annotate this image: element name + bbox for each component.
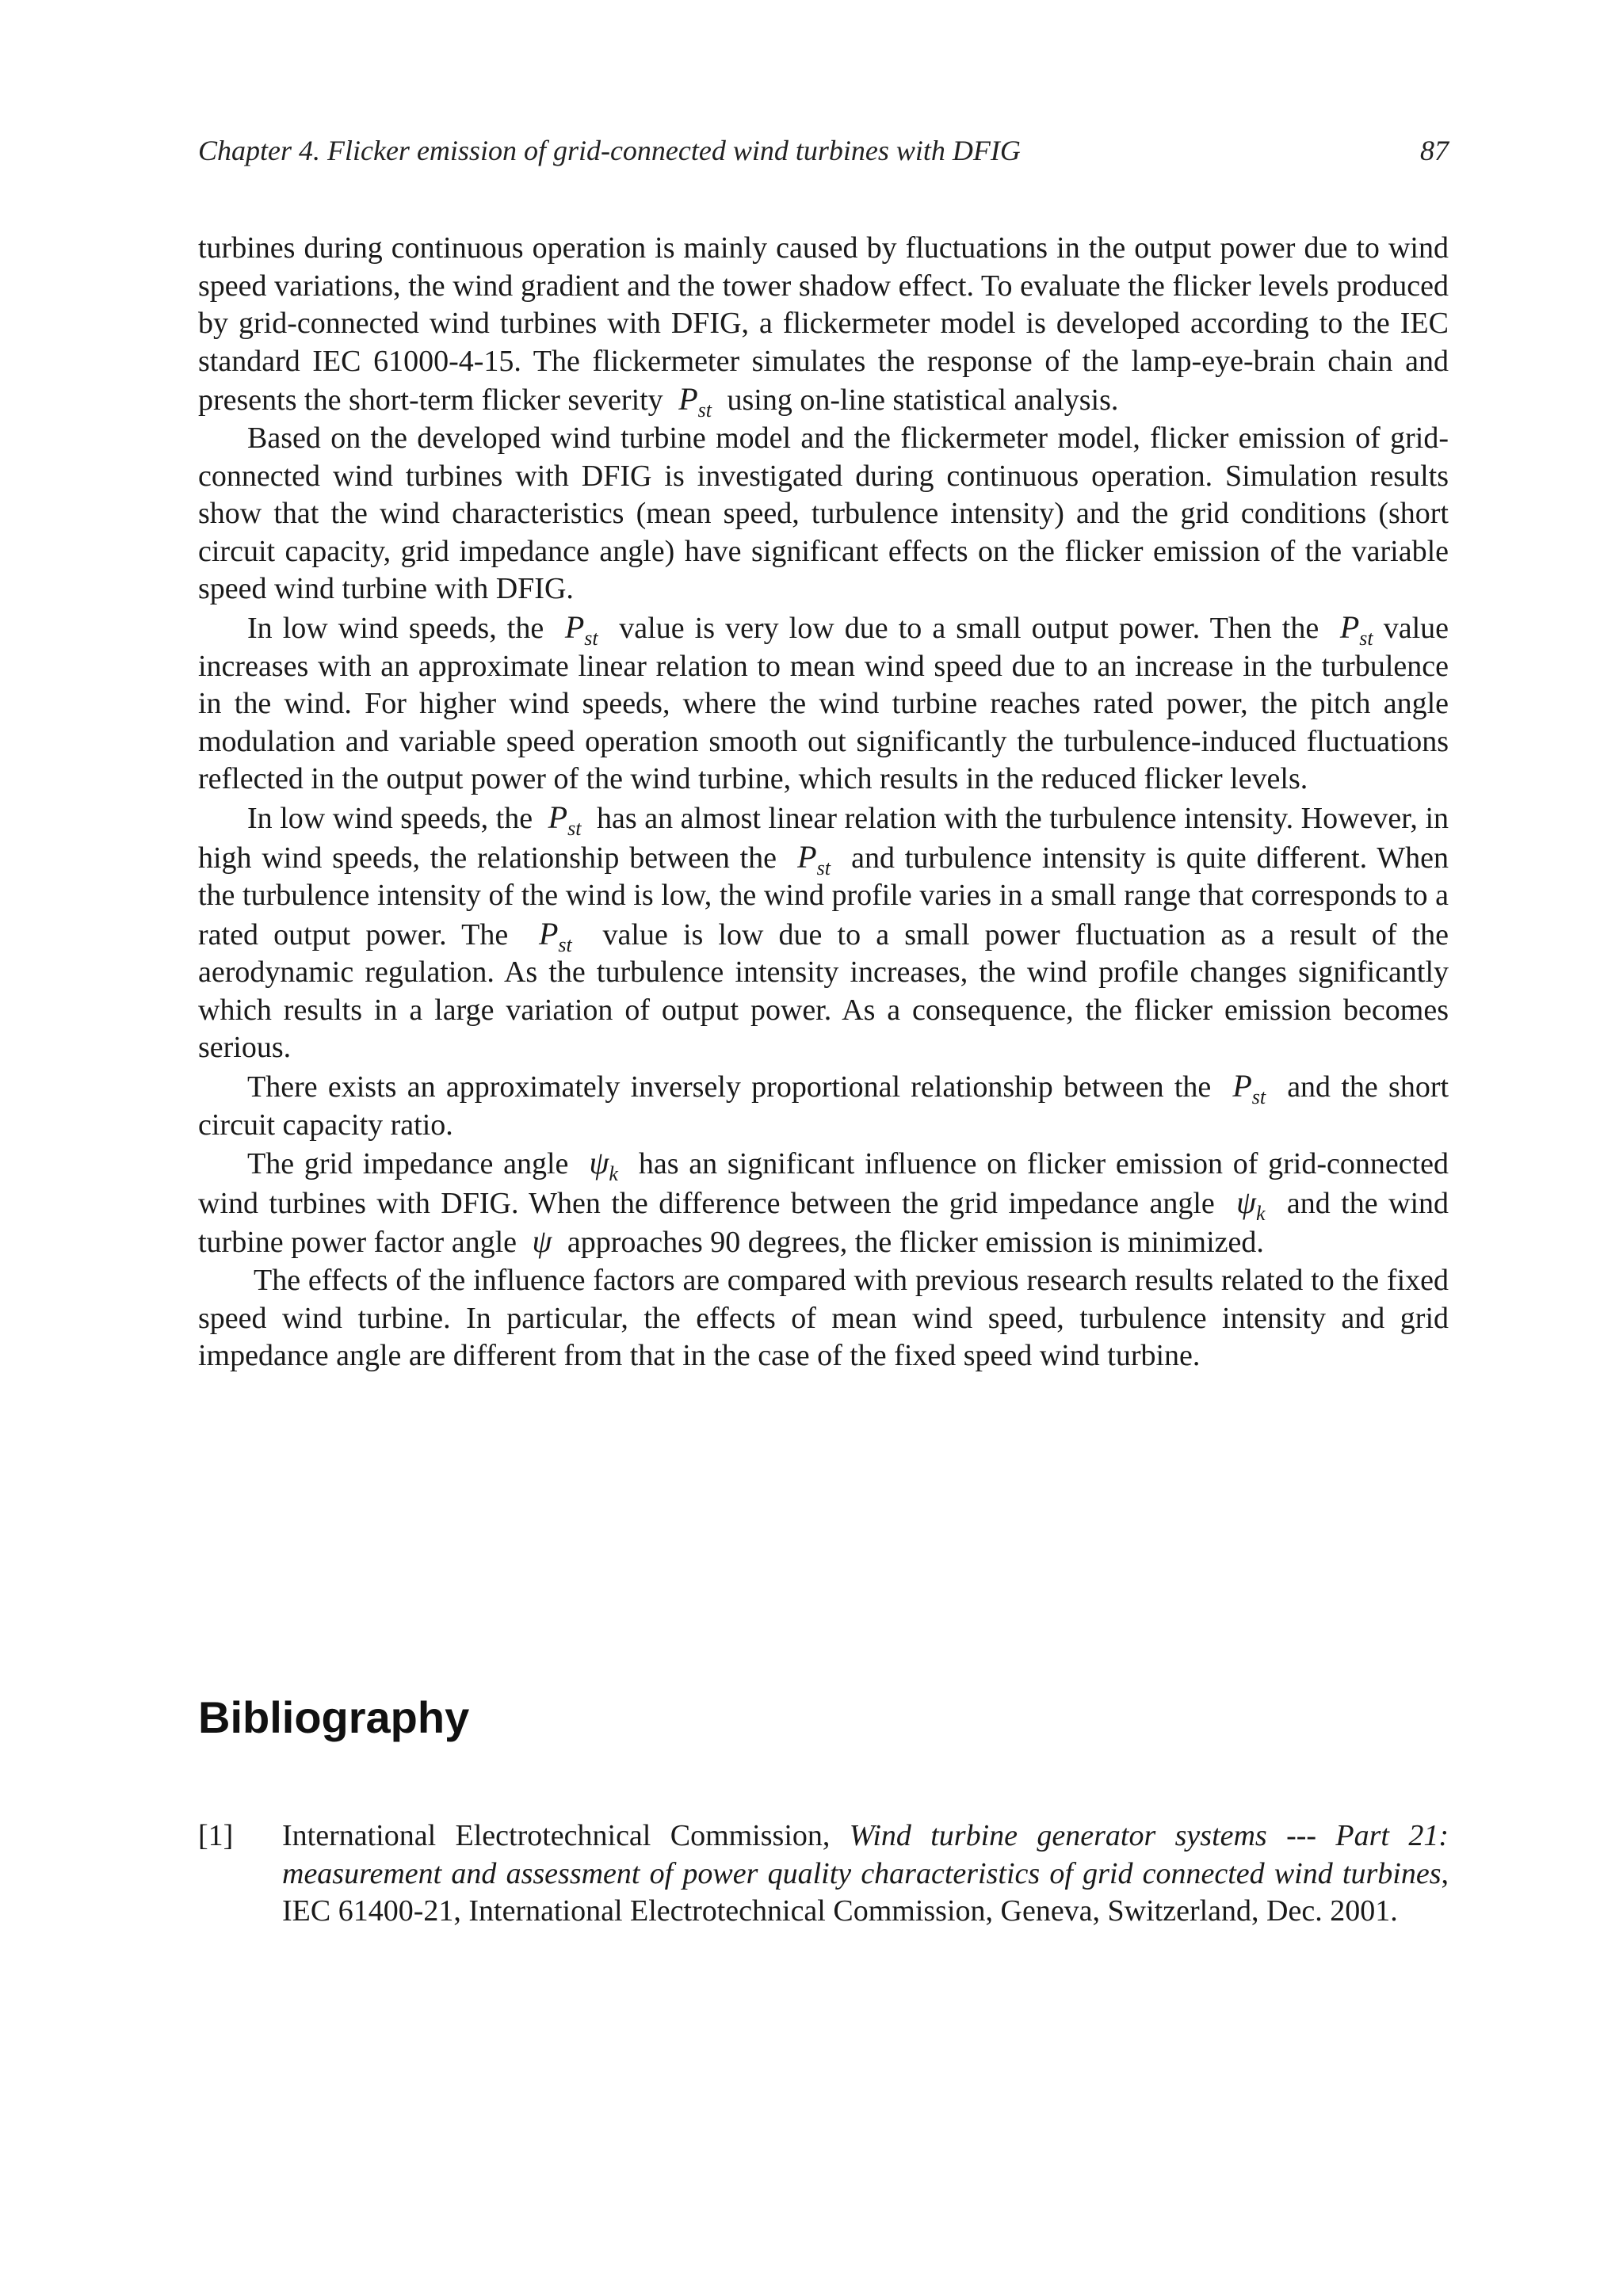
psi-symbol-base: ψ	[589, 1145, 609, 1181]
running-header	[198, 133, 1449, 168]
pst-symbol-sub: st	[567, 817, 582, 840]
paragraph-3	[198, 608, 1449, 799]
pst-symbol-sub: st	[1251, 1085, 1266, 1109]
paragraph-5	[198, 1067, 1449, 1144]
pst-symbol	[670, 381, 720, 422]
pst-symbol-sub: st	[1359, 627, 1373, 650]
paragraph-5-text-b: and the short circuit capacity ratio.	[198, 1070, 1449, 1142]
running-title: Chapter 4. Flicker emission of grid-connected wind turbines with DFIG	[198, 135, 1021, 166]
psi-symbol-sub: k	[1255, 1201, 1266, 1225]
psi-symbol-sub: k	[609, 1162, 618, 1186]
pst-symbol	[523, 915, 587, 956]
paragraph-7: The effects of the influence factors are compared with previous research results related to the fixed speed wind turbine. In particular, the effects of mean wind speed, turbulence intensity and grid impedance angle are different from that in the case of the fixed speed wind turbine.	[198, 1264, 1449, 1373]
paragraph-4-text-b: has an almost linear relation with the turbulence intensity. However, in high wind speeds, the relationship between the	[198, 801, 1449, 875]
paragraph-3-text-c: value increases with an approximate linear relation to mean wind speed due to an increase in the turbulence in the wind. For higher wind speeds, where the wind turbine reaches rated power, the pitch angle modulation and variable speed operation smooth out significantly the turbulence-induced fluctuations reflected in the output power of the wind turbine, which results in the reduced flicker levels.	[198, 611, 1449, 796]
pst-symbol-base: P	[1339, 608, 1360, 645]
pst-symbol-base: P	[797, 838, 817, 875]
pst-symbol-sub: st	[697, 399, 712, 422]
reference-author: International Electrotechnical Commission,	[282, 1819, 831, 1852]
pst-symbol-sub: st	[558, 933, 572, 956]
paragraph-6-text-b: has an significant influence on flicker emission of grid-connected wind turbines with DFIG. When the difference between the grid impedance angle	[198, 1147, 1449, 1220]
body-text	[198, 230, 1449, 1375]
reference-text	[282, 1817, 1449, 1931]
pst-symbol-base: P	[548, 799, 568, 835]
psi-k-symbol	[1225, 1184, 1276, 1225]
pst-symbol-base: P	[564, 608, 585, 645]
paragraph-6-text-c: and the wind turbine power factor angle	[198, 1186, 1449, 1260]
paragraph-1	[198, 230, 1449, 420]
psi-symbol	[525, 1223, 560, 1259]
paragraph-6	[198, 1144, 1449, 1262]
pst-symbol-base: P	[678, 381, 698, 418]
pst-symbol	[554, 608, 609, 650]
paragraph-2: Based on the developed wind turbine model and the flickermeter model, flicker emission of grid-connected wind turbines with DFIG is investigated during continuous operation. Simulation results show that the wind characteristics (mean speed, turbulence intensity) and the grid conditions (short circuit capacity, grid impedance angle) have significant effects on the flicker emission of the variable speed wind turbine with DFIG.	[198, 421, 1449, 606]
bibliography-heading: Bibliography	[198, 1692, 470, 1742]
paragraph-4-text-c: and turbulence intensity is quite different. When the turbulence intensity of the wind is low, the wind profile varies in a small range that corresponds to a rated output power. The	[198, 841, 1449, 952]
paragraph-1-text-b: using on-line statistical analysis.	[727, 383, 1119, 418]
paragraph-5-text-a: There exists an approximately inversely proportional relationship between the	[247, 1070, 1212, 1104]
pst-symbol	[1329, 608, 1373, 650]
paragraph-4-text-d: value is low due to a small power fluctuation as a result of the aerodynamic regulation. As the turbulence intensity increases, the wind profile changes significantly which results in a large variation of output power. As a consequence, the flicker emission becomes serious.	[198, 917, 1449, 1065]
pst-symbol-sub: st	[816, 856, 831, 879]
psi-symbol-base: ψ	[1236, 1184, 1256, 1220]
pst-symbol	[1222, 1068, 1277, 1109]
pst-symbol	[540, 799, 590, 840]
pst-symbol	[787, 838, 841, 879]
paragraph-6-text-d: approaches 90 degrees, the flicker emission is minimized.	[567, 1226, 1264, 1260]
paragraph-3-text-a: In low wind speeds, the	[247, 611, 544, 645]
page-number: 87	[1420, 135, 1449, 166]
reference-title: Wind turbine generator systems --- Part 21: measurement and assessment of power quality characteristics of grid connected wind turbines	[282, 1819, 1449, 1890]
psi-symbol-base: ψ	[532, 1223, 552, 1260]
paragraph-4-text-a: In low wind speeds, the	[247, 801, 533, 835]
pst-symbol-sub: st	[584, 627, 598, 650]
pst-symbol-base: P	[538, 915, 559, 952]
paragraph-6-text-a: The grid impedance angle	[247, 1147, 569, 1181]
psi-k-symbol	[579, 1145, 628, 1186]
reference-item	[198, 1817, 1449, 1931]
reference-details: , IEC 61400-21, International Electrotechnical Commission, Geneva, Switzerland, Dec. 2001.	[282, 1856, 1449, 1928]
paragraph-4	[198, 799, 1449, 1067]
reference-number: [1]	[198, 1819, 234, 1852]
paragraph-1-text-a: turbines during continuous operation is mainly caused by fluctuations in the output power due to wind speed variations, the wind gradient and the tower shadow effect. To evaluate the flicker levels produced by grid-connected wind turbines with DFIG, a flickermeter model is developed according to the IEC standard IEC 61000-4-15. The flickermeter simulates the response of the lamp-eye-brain chain and presents the short-term flicker severity	[198, 231, 1449, 418]
paragraph-3-text-b: value is very low due to a small output power. Then the	[619, 611, 1319, 645]
pst-symbol-base: P	[1232, 1068, 1252, 1104]
